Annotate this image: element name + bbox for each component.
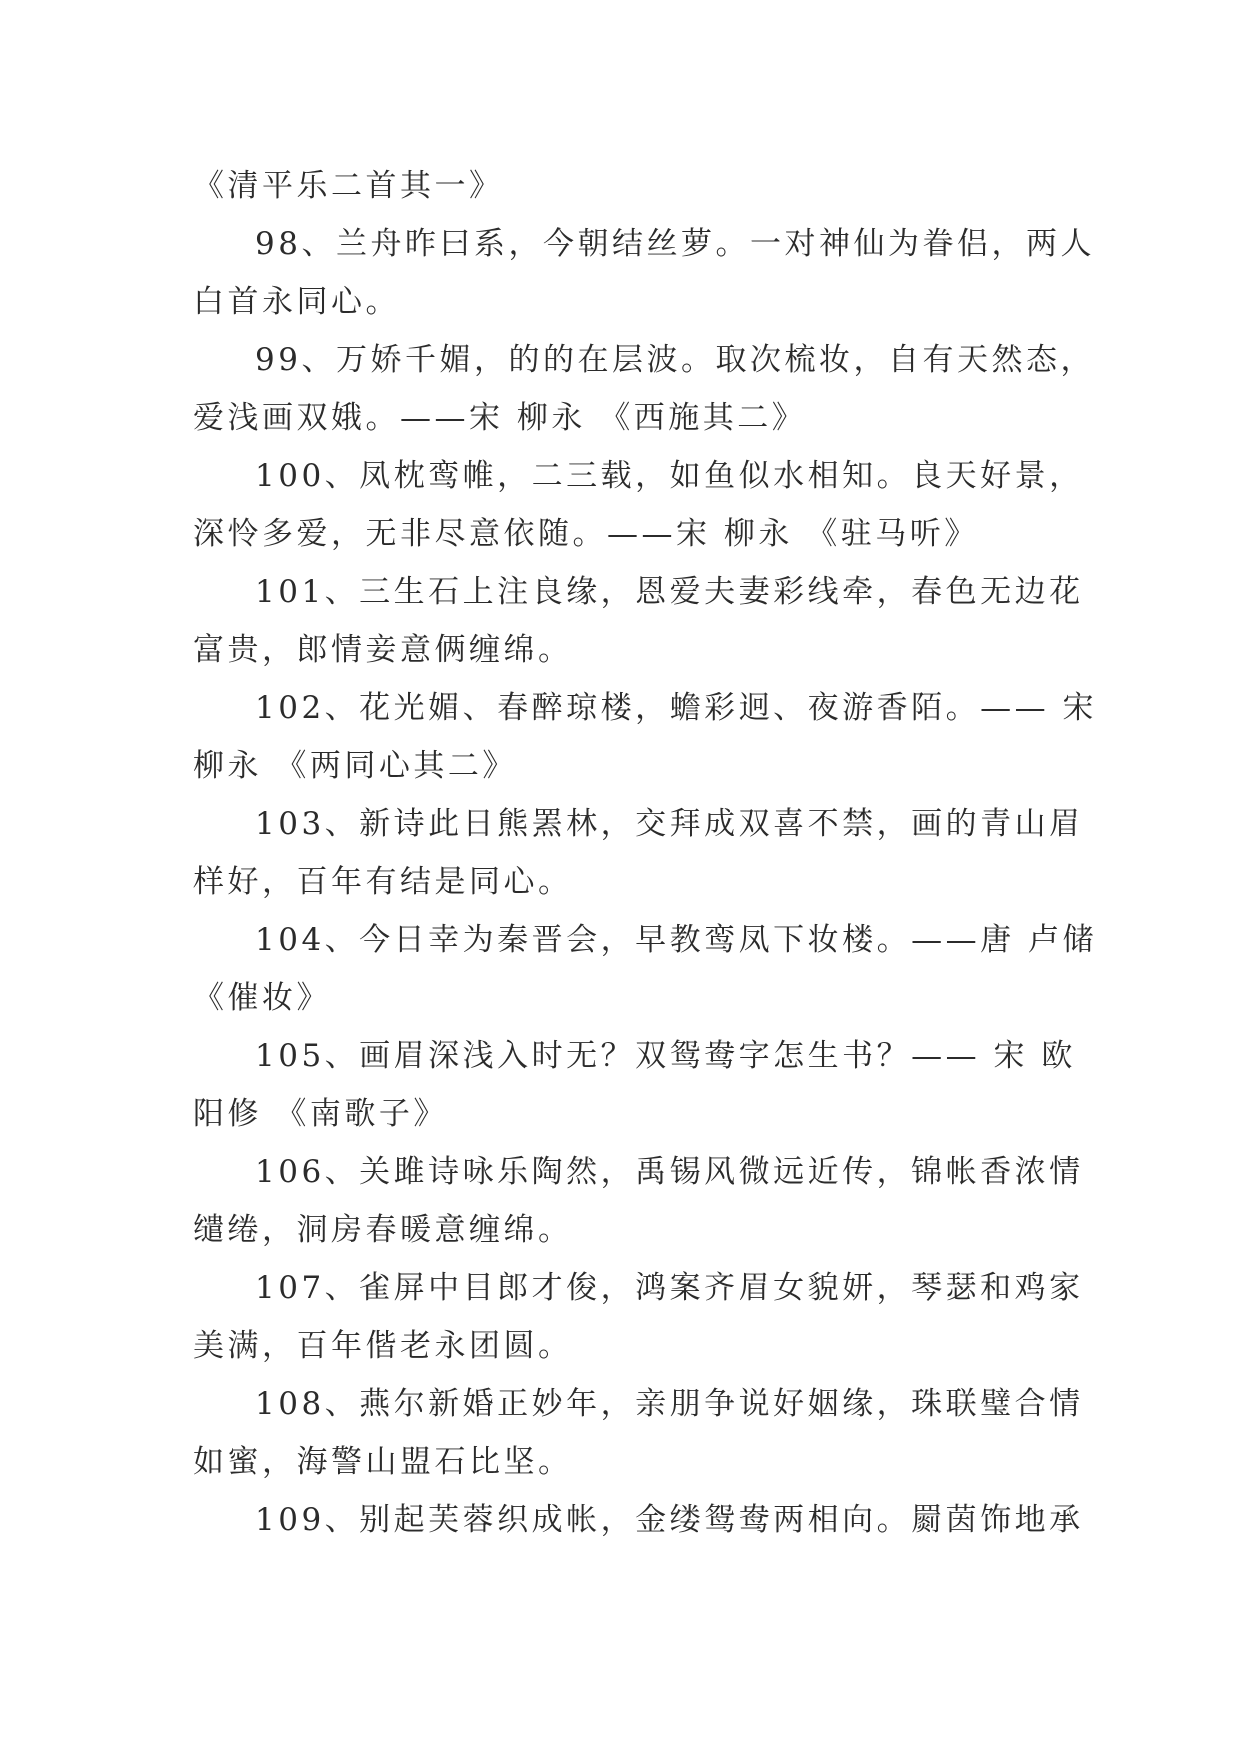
poem-102-line-1: 102、花光媚、春醉琼楼，蟾彩迥、夜游香陌。—— 宋 <box>255 690 1098 726</box>
poem-108-line-1: 108、燕尔新婚正妙年，亲朋争说好姻缘，珠联璧合情 <box>255 1386 1084 1422</box>
poem-100-line-1: 100、凤枕鸾帷，二三载，如鱼似水相知。良天好景， <box>255 458 1084 494</box>
poem-104-line-1: 104、今日幸为秦晋会，早教鸾凤下妆楼。——唐 卢储 <box>255 922 1098 958</box>
poem-107-line-1: 107、雀屏中目郎才俊，鸿案齐眉女貌妍，琴瑟和鸡家 <box>255 1270 1084 1306</box>
poem-98-line-1: 98、兰舟昨曰系，今朝结丝萝。一对神仙为眷侣，两人 <box>255 226 1095 262</box>
poem-104-line-2: 《催妆》 <box>193 980 331 1016</box>
poem-99-line-2: 爱浅画双娥。——宋 柳永 《西施其二》 <box>193 400 807 436</box>
poem-105-line-2: 阳修 《南歌子》 <box>193 1096 448 1132</box>
poem-106-line-1: 106、关雎诗咏乐陶然，禹锡风微远近传，锦帐香浓情 <box>255 1154 1084 1190</box>
poem-109-line-1: 109、别起芙蓉织成帐，金缕鸳鸯两相向。罽茵饰地承 <box>255 1502 1084 1538</box>
poem-98-line-2: 白首永同心。 <box>193 284 400 320</box>
poem-103-line-2: 样好，百年有结是同心。 <box>193 864 573 900</box>
poem-102-line-2: 柳永 《两同心其二》 <box>193 748 517 784</box>
poem-101-line-2: 富贵，郎情妾意俩缠绵。 <box>193 632 573 668</box>
poem-106-line-2: 缱绻，洞房春暖意缠绵。 <box>193 1212 573 1248</box>
poem-99-line-1: 99、万娇千媚，的的在层波。取次梳妆，自有天然态， <box>255 342 1095 378</box>
poem-105-line-1: 105、画眉深浅入时无？双鸳鸯字怎生书？—— 宋 欧 <box>255 1038 1076 1074</box>
document-body <box>193 157 1098 1549</box>
poem-108-line-2: 如蜜，海警山盟石比坚。 <box>193 1444 573 1480</box>
poem-107-line-2: 美满，百年偕老永团圆。 <box>193 1328 573 1364</box>
poem-101-line-1: 101、三生石上注良缘，恩爱夫妻彩线牵，春色无边花 <box>255 574 1084 610</box>
title-line: 《清平乐二首其一》 <box>193 168 504 204</box>
poem-103-line-1: 103、新诗此日熊罴林，交拜成双喜不禁，画的青山眉 <box>255 806 1084 842</box>
poem-100-line-2: 深怜多爱，无非尽意依随。——宋 柳永 《驻马听》 <box>193 516 979 552</box>
